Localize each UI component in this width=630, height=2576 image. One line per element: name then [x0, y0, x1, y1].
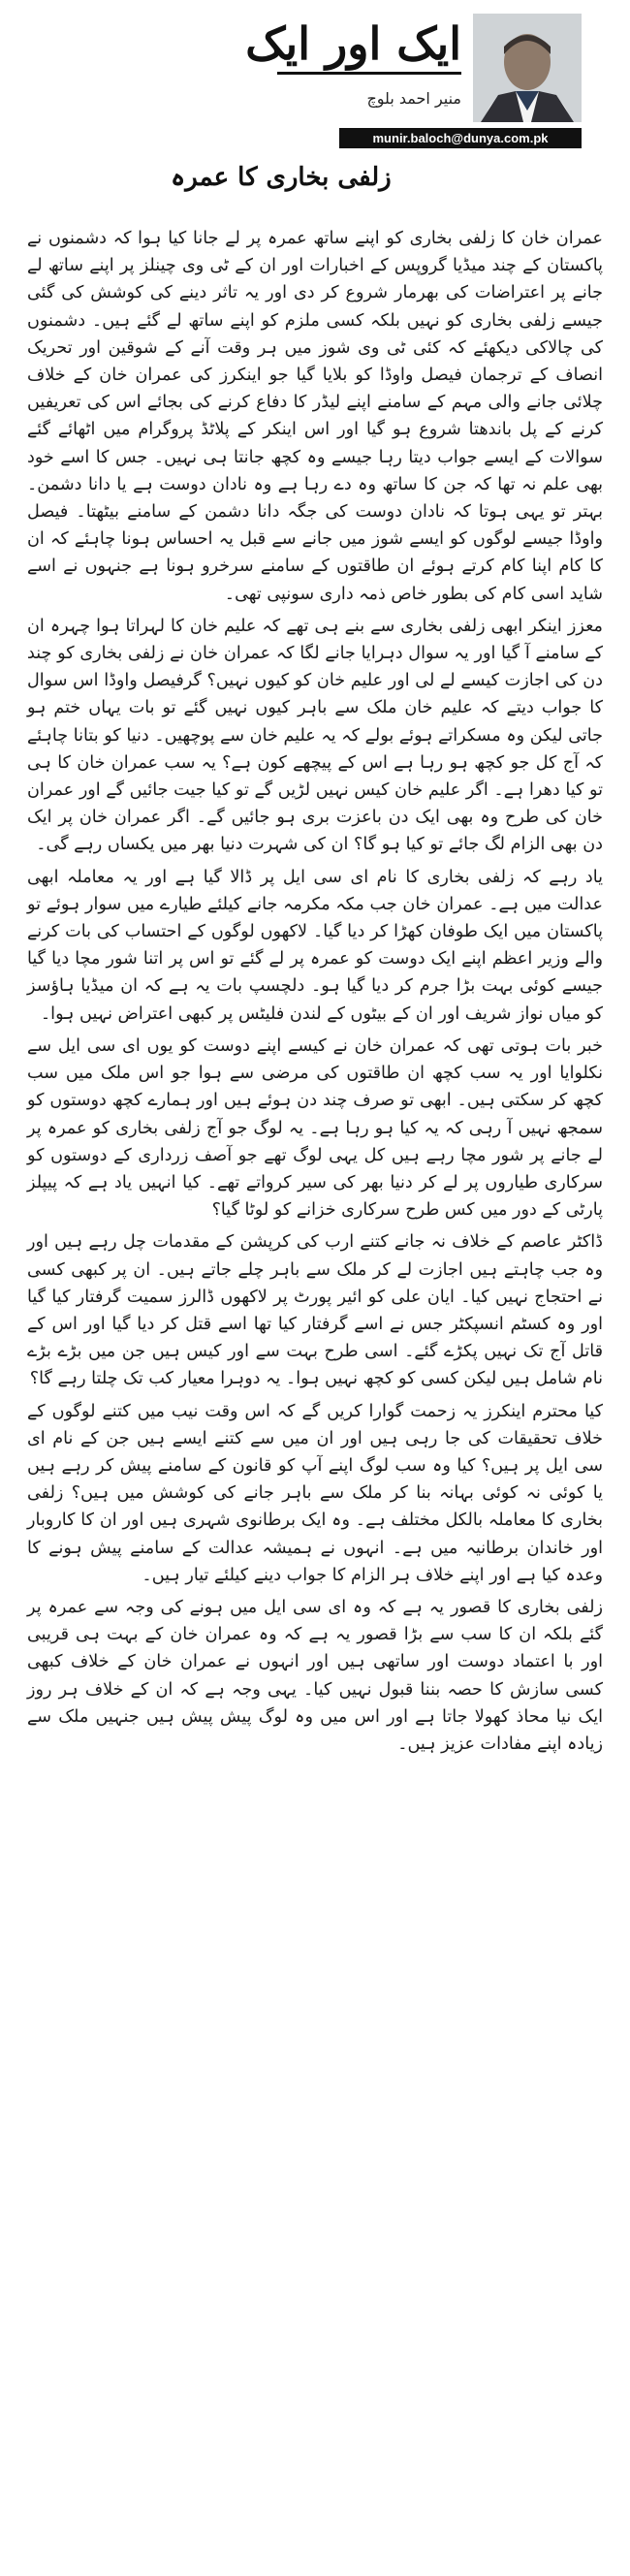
paragraph: کیا محترم اینکرز یہ زحمت گوارا کریں گے کہ اس وقت نیب میں کتنے لوگوں کے خلاف تحقیقات کی جا رہی ہیں اور ان میں سے کتنے ایسے ہیں جن کے نام ای سی ایل پر ہیں؟ کیا وہ سب لوگ اپنے آپ کو قانون کے سامنے پیش کر رہے ہیں یا کوئی نہ کوئی بہانہ بنا کر ملک سے باہر جانے کی کوشش میں ہیں؟ زلفی بخاری کا معاملہ بالکل مختلف ہے۔ وہ ایک برطانوی شہری ہیں اور ان کا کاروبار اور خاندان برطانیہ میں ہے۔ انہوں نے ہمیشہ عدالت کے سامنے پیش ہونے کا وعدہ کیا ہے اور اپنے خلاف ہر الزام کا جواب دینے کیلئے تیار ہیں۔	[27, 1401, 603, 1585]
paragraph: عمران خان کا زلفی بخاری کو اپنے ساتھ عمرہ پر لے جانا کیا ہوا کہ دشمنوں نے پاکستان کے چند میڈیا گروپس کے اخبارات اور ان کے ٹی وی چینلز پر اپنے ساتھ لے جانے پر اعتراضات کی بھرمار شروع کر دی اور یہ تاثر دینے کی کوشش کی گئی جیسے زلفی بخاری کو نہیں بلکہ کسی ملزم کو اپنے ساتھ لے گئے ہیں۔ دشمنوں کی چالاکی دیکھئے کہ کئی ٹی وی شوز میں ہر وقت آنے کے شوقین اور تحریک انصاف کے ترجمان فیصل واوڈا کو بلایا گیا جو اینکرز کی عمران خان کے خلاف چلائی جانے والی مہم کے سامنے اپنے لیڈر کا دفاع کرنے کی بجائے اس کی تعریفیں کرنے کے پل باندھتا شروع ہو گیا اور اس اینکر کے پلاٹڈ پروگرام میں اٹھائے گئے سوالات کے ایسے جواب دیتا رہا جیسے وہ کچھ جانتا ہی نہیں۔ جس کا اسے خود بھی علم نہ تھا کہ جن کا ساتھ وہ دے رہا ہے وہ نادان دوست ہے یا دانا دشمن۔ بہتر تو یہی ہوتا کہ نادان دوست کی جگہ دانا دشمن کے سامنے بیٹھتا۔ فیصل واوڈا جیسے لوگوں کو ایسے شوز میں جانے سے قبل یہ احساس ہونا چاہئے کہ ان کا کام اپنا کام کرتے ہوئے ان طاقتوں کے سامنے سرخرو ہونا ہے جنہوں نے اسے شاید اسی کام کی بطور خاص ذمہ داری سونپی تھی۔	[27, 229, 603, 604]
article-body	[27, 225, 603, 1763]
article-headline: زلفی بخاری کا عمرہ	[171, 163, 392, 192]
author-name: منیر احمد بلوچ	[366, 89, 461, 108]
author-portrait-icon	[473, 14, 582, 122]
column-title: ایک اور ایک	[245, 17, 461, 70]
column-masthead	[25, 0, 605, 192]
paragraph: ڈاکٹر عاصم کے خلاف نہ جانے کتنے ارب کی کرپشن کے مقدمات چل رہے ہیں اور وہ جب چاہتے ہیں اجازت لے کر ملک سے باہر چلے جاتے ہیں۔ ان پر کبھی کسی نے احتجاج نہیں کیا۔ ایان علی کو ائیر پورٹ پر لاکھوں ڈالرز سمیت گرفتار کیا گیا اور وہ کسٹم انسپکٹر جس نے اسے گرفتار کیا تھا اسے قتل کر دیا گیا اور اس کے قاتل آج تک نہیں پکڑے گئے۔ اسی طرح بہت سے اور کیس ہیں جن میں بڑے بڑے نام شامل ہیں لیکن کسی کو کچھ نہیں ہوا۔ یہ دوہرا معیار کب تک چلتا رہے گا؟	[27, 1232, 603, 1389]
paragraph: یاد رہے کہ زلفی بخاری کا نام ای سی ایل پر ڈالا گیا ہے اور یہ معاملہ ابھی عدالت میں ہے۔ عمران خان جب مکہ مکرمہ جانے کیلئے طیارے میں سوار ہوئے تو پاکستان میں ایک طوفان کھڑا کر دیا گیا۔ لاکھوں لوگوں کے احتساب کی بات کرنے والے وزیر اعظم اپنے ایک دوست کو عمرہ پر لے گئے تو اس پر اتنا شور مچا دیا گیا جیسے کوئی بہت بڑا جرم کر دیا گیا ہو۔ دلچسپ بات یہ ہے کہ ان میڈیا ہاؤسز کو میاں نواز شریف اور ان کے بیٹوں کے لندن فلیٹس پر کبھی اعتراض نہیں ہوا۔	[27, 867, 603, 1024]
paragraph: خبر بات ہوتی تھی کہ عمران خان نے کیسے اپنے دوست کو یوں ای سی ایل سے نکلوایا اور یہ سب کچھ ان طاقتوں کی مرضی سے ہوا جو اس ملک میں سب کچھ کر سکتی ہیں۔ ابھی تو صرف چند دن ہوئے ہیں اور ہمارے کچھ دوستوں کو سمجھ نہیں آ رہی کہ یہ کیا ہو رہا ہے۔ یہ لوگ جو آج زلفی بخاری کو عمرہ پر لے جانے پر شور مچا رہے ہیں کل یہی لوگ تھے جو آصف زرداری کے دوستوں کو سرکاری طیاروں پر لے کر دنیا بھر کی سیر کرواتے تھے۔ کیا انہیں یاد ہے کہ پیپلز پارٹی کے دور میں کس طرح سرکاری خزانے کو لوٹا گیا؟	[27, 1035, 603, 1221]
paragraph: معزز اینکر ابھی زلفی بخاری سے بنے ہی تھے کہ علیم خان کا لہراتا ہوا چہرہ ان کے سامنے آ گیا اور یہ سوال دہرایا جانے لگا کہ عمران خان نے زلفی بخاری کو چند دن کی اجازت کیسے لے لی اور علیم خان کو کیوں نہیں؟ گرفیصل واوڈا اس سوال کا جواب دیتے کہ علیم خان ملک سے باہر کیوں نہیں گئے تو بات یہاں ختم ہو جاتی لیکن وہ مسکراتے ہوئے بولے کہ یہ علیم خان سے پوچھیں۔ دنیا کو بتانا چاہئے کہ آج کل جو کچھ ہو رہا ہے اس کے پیچھے کون ہے؟ یہ سب عمران خان کا ہی تو کیا دھرا ہے۔ اگر علیم خان کیس نہیں لڑیں گے تو کیا جیت جائیں گے اور عمران خان کی طرح وہ بھی ایک دن باعزت بری ہو جائیں گے۔ اگر عمران خان پر ایک دن بھی الزام لگ جائے تو کیا ہو گا؟ ان کی شہرت دنیا بھر میں یکساں رہے گی۔	[27, 616, 603, 855]
paragraph: زلفی بخاری کا قصور یہ ہے کہ وہ ای سی ایل میں ہونے کی وجہ سے عمرہ پر گئے بلکہ ان کا سب سے بڑا قصور یہ ہے کہ وہ عمران خان کے بہت ہی قریبی اور با اعتماد دوست اور ساتھی ہیں اور انہوں نے عمران خان کے خلاف کبھی کسی سازش کا حصہ بننا قبول نہیں کیا۔ یہی وجہ ہے کہ ان کے خلاف ہر روز ایک نیا محاذ کھولا جاتا ہے اور اس میں وہ لوگ پیش پیش ہیں جنہیں ملک سے زیادہ اپنے مفادات عزیز ہیں۔	[27, 1597, 603, 1754]
author-photo	[473, 14, 582, 122]
author-email[interactable]: munir.baloch@dunya.com.pk	[339, 128, 582, 148]
